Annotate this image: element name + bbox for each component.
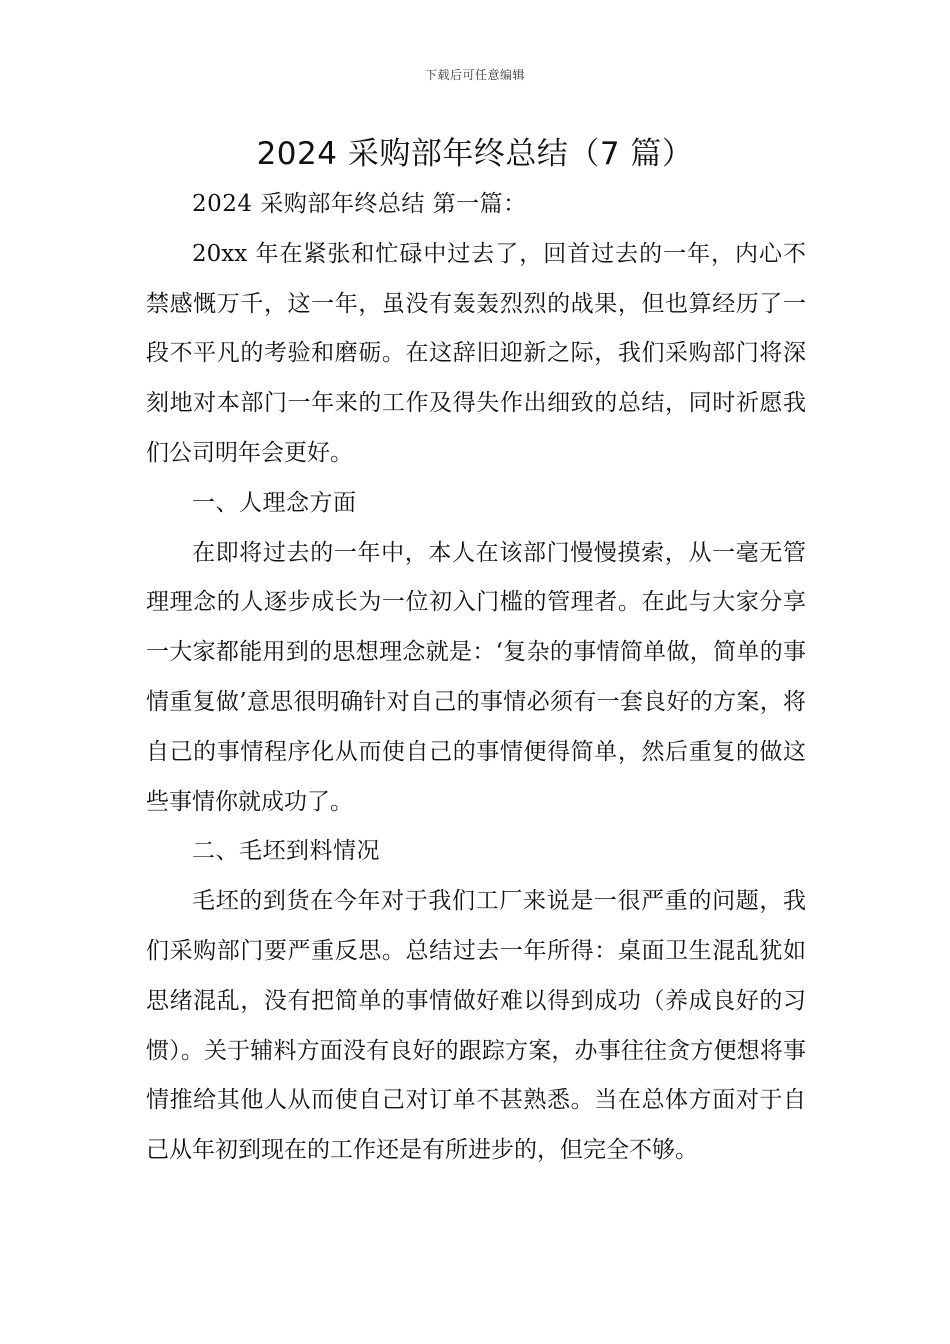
paragraph-concept: 在即将过去的一年中，本人在该部门慢慢摸索，从一毫无管理理念的人逐步成长为一位初入门槛的管理者。在此与大家分享一大家都能用到的思想理念就是：‘复杂的事情简单做，简单的事情重复做’意思很明确针对自己的事情必须有一套良好的方案，将自己的事情程序化从而使自己的事情便得简单，然后重复的做这些事情你就成功了。 [146, 539, 806, 815]
paragraph-intro: 20xx 年在紧张和忙碌中过去了，回首过去的一年，内心不禁感慨万千，这一年，虽没有轰轰烈烈的战果，但也算经历了一段不平凡的考验和磨砺。在这辞旧迎新之际，我们采购部门将深刻地对本部门一年来的工作及得失作出细致的总结，同时祈愿我们公司明年会更好。 [146, 240, 806, 466]
heading-concept: 一、人理念方面 [192, 489, 357, 516]
heading-blank-delivery: 二、毛坯到料情况 [192, 838, 380, 865]
header-note: 下载后可任意编辑 [424, 68, 525, 82]
paragraph-blank-delivery: 毛坯的到货在今年对于我们工厂来说是一很严重的问题，我们采购部门要严重反思。总结过去一年所得：桌面卫生混乱犹如思绪混乱，没有把简单的事情做好难以得到成功（养成良好的习惯）。关于辅料方面没有良好的跟踪方案，办事往往贪方便想将事情推给其他人从而使自己对订单不甚熟悉。当在总体方面对于自己从年初到现在的工作还是有所进步的，但完全不够。 [146, 888, 806, 1164]
document-body [146, 180, 806, 1176]
document-title: 2024 采购部年终总结（7 篇） [256, 136, 694, 172]
section-subtitle: 2024 采购部年终总结 第一篇： [192, 191, 527, 217]
